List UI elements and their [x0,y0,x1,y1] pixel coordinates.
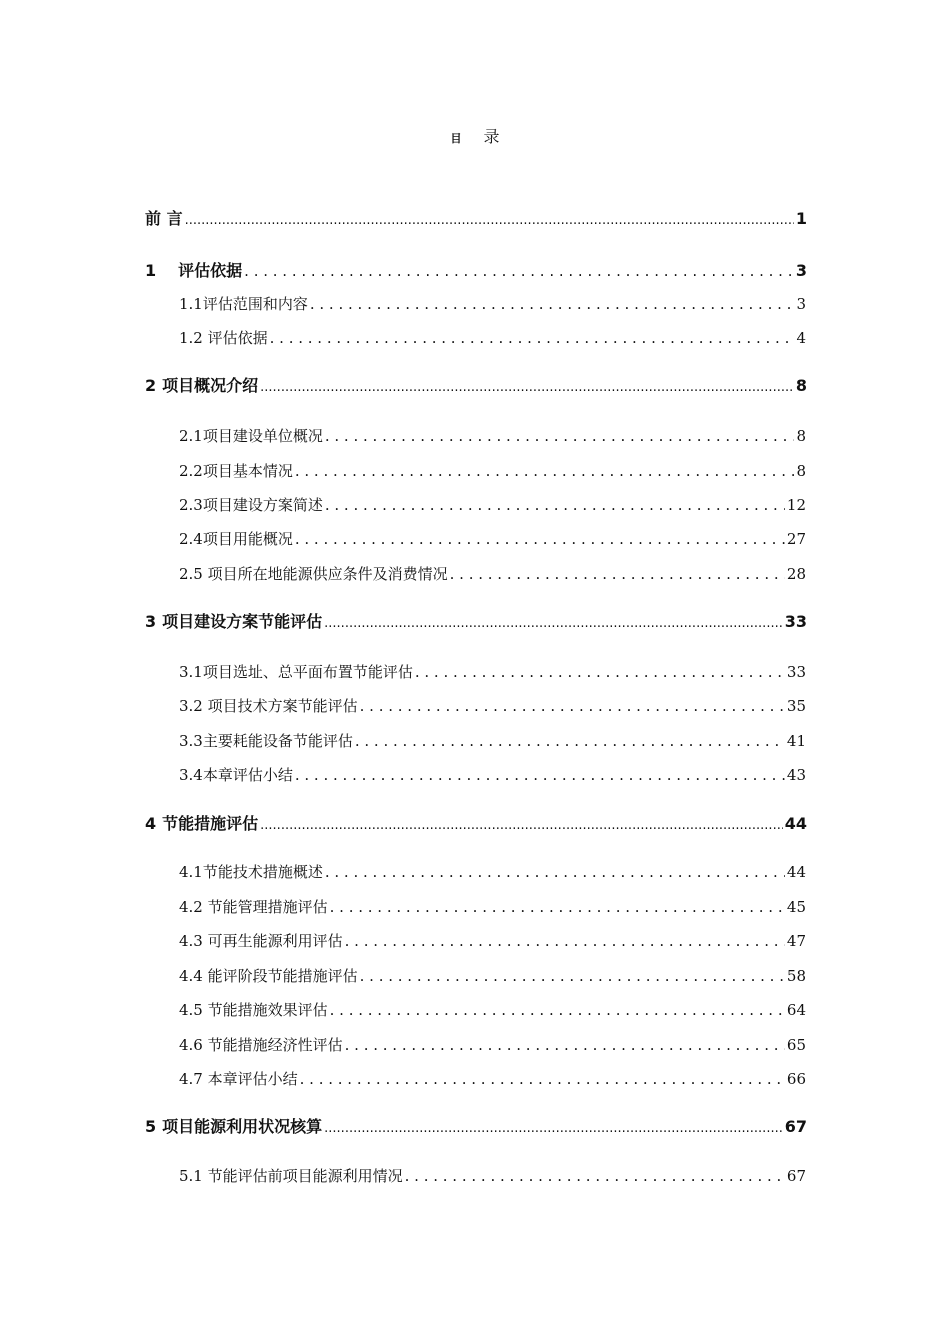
toc-chapter-number: 1 [145,261,157,280]
toc-page-number: 47 [786,932,806,950]
toc-entry-section[interactable] [179,1165,806,1186]
toc-chapter-number: 4 [145,814,157,833]
toc-page-number: 1 [795,209,807,228]
toc-entry-chapter-5[interactable] [145,1114,807,1137]
toc-page-number: 27 [786,530,806,548]
toc-page-number: 64 [786,1001,806,1019]
toc-leader-dots [360,697,785,715]
toc-leader-dots [325,863,785,881]
toc-page-number: 43 [786,766,806,784]
toc-page-number: 45 [786,898,806,916]
page-title [0,124,950,147]
toc-leader-dots [310,295,795,313]
toc-leader-dots [415,663,785,681]
toc-entry-chapter-3[interactable] [145,609,807,632]
toc-entry-title: 评估依据 [178,261,243,280]
toc-entry-section[interactable] [179,327,806,348]
toc-page-number: 8 [796,462,806,480]
toc-page-number: 3 [795,261,807,280]
toc-entry-section[interactable] [179,930,806,951]
toc-entry-title: 节能措施评估 [162,814,259,833]
toc-leader-dots [330,1001,785,1019]
toc-entry-section[interactable] [179,425,806,446]
toc-leader-dots [295,766,785,784]
toc-page-number: 66 [786,1070,806,1088]
toc-entry-title: 4.6 节能措施经济性评估 [179,1036,343,1054]
toc-page-number: 12 [786,496,806,514]
toc-chapter-number: 2 [145,376,157,395]
toc-entry-title: 2.1项目建设单位概况 [179,427,323,445]
toc-entry-title: 2.2项目基本情况 [179,462,293,480]
toc-entry-chapter-1[interactable] [145,258,807,281]
toc-entry-section[interactable] [179,494,806,515]
page-title-char-1: 目 [450,132,462,145]
toc-entry-section[interactable] [179,1034,806,1055]
toc-leader-dots [360,967,785,985]
toc-entry-title: 3.2 项目技术方案节能评估 [179,697,358,715]
toc-page-number: 4 [796,329,806,347]
toc-entry-title: 4.4 能评阶段节能措施评估 [179,967,358,985]
toc-entry-section[interactable] [179,293,806,314]
toc-leader-dots [324,612,783,631]
toc-page-number: 35 [786,697,806,715]
toc-leader-dots [325,427,795,445]
toc-entry-title: 3.3主要耗能设备节能评估 [179,732,353,750]
toc-entry-title: 4.5 节能措施效果评估 [179,1001,328,1019]
toc-page-number: 28 [786,565,806,583]
toc-entry-title: 1.2 评估依据 [179,329,268,347]
toc-entry-title: 3.4本章评估小结 [179,766,293,784]
toc-page-number: 44 [784,814,807,833]
toc-entry-title: 项目概况介绍 [162,376,259,395]
toc-page-number: 58 [786,967,806,985]
toc-entry-section[interactable] [179,730,806,751]
toc-leader-dots [295,530,785,548]
toc-entry-section[interactable] [179,896,806,917]
toc-leader-dots [405,1167,785,1185]
toc-entry-title: 4.1节能技术措施概述 [179,863,323,881]
toc-leader-dots [345,1036,785,1054]
toc-page-number: 67 [786,1167,806,1185]
toc-entry-section[interactable] [179,528,806,549]
toc-entry-section[interactable] [179,563,806,584]
toc-entry-title: 4.7 本章评估小结 [179,1070,298,1088]
toc-entry-title: 1.1评估范围和内容 [179,295,308,313]
toc-entry-chapter-2[interactable] [145,373,807,396]
page-title-char-2: 录 [483,127,500,146]
toc-entry-section[interactable] [179,661,806,682]
toc-page-number: 33 [784,612,807,631]
toc-leader-dots [450,565,785,583]
toc-entry-title: 2.3项目建设方案简述 [179,496,323,514]
toc-leader-dots [270,329,795,347]
toc-leader-dots [325,496,785,514]
toc-page-number: 67 [784,1117,807,1136]
toc-page-number: 65 [786,1036,806,1054]
toc-leader-dots [295,462,795,480]
toc-page-number: 8 [796,427,806,445]
toc-leader-dots [330,898,785,916]
toc-leader-dots [324,1117,783,1136]
toc-entry-preface[interactable] [145,206,807,229]
toc-entry-section[interactable] [179,965,806,986]
toc-leader-dots [345,932,785,950]
toc-page-number: 44 [786,863,806,881]
toc-entry-title: 项目建设方案节能评估 [162,612,323,631]
toc-page-number: 41 [786,732,806,750]
toc-chapter-number: 5 [145,1117,157,1136]
toc-leader-dots [244,261,794,280]
toc-chapter-number: 3 [145,612,157,631]
toc-leader-dots [260,376,794,395]
toc-page-number: 8 [795,376,807,395]
toc-page-number: 33 [786,663,806,681]
toc-entry-title: 4.2 节能管理措施评估 [179,898,328,916]
toc-entry-title: 前 言 [145,209,183,228]
toc-entry-section[interactable] [179,861,806,882]
toc-leader-dots [355,732,785,750]
toc-entry-title: 4.3 可再生能源利用评估 [179,932,343,950]
toc-entry-section[interactable] [179,764,806,785]
toc-entry-section[interactable] [179,1068,806,1089]
toc-entry-chapter-4[interactable] [145,811,807,834]
toc-leader-dots [260,814,783,833]
toc-entry-title: 2.5 项目所在地能源供应条件及消费情况 [179,565,448,583]
toc-leader-dots [300,1070,785,1088]
toc-leader-dots [185,209,794,228]
toc-entry-section[interactable] [179,695,806,716]
toc-entry-title: 3.1项目选址、总平面布置节能评估 [179,663,413,681]
toc-entry-title: 项目能源利用状况核算 [162,1117,323,1136]
toc-entry-section[interactable] [179,460,806,481]
toc-entry-section[interactable] [179,999,806,1020]
toc-entry-title: 5.1 节能评估前项目能源利用情况 [179,1167,403,1185]
toc-page-number: 3 [796,295,806,313]
toc-entry-title: 2.4项目用能概况 [179,530,293,548]
